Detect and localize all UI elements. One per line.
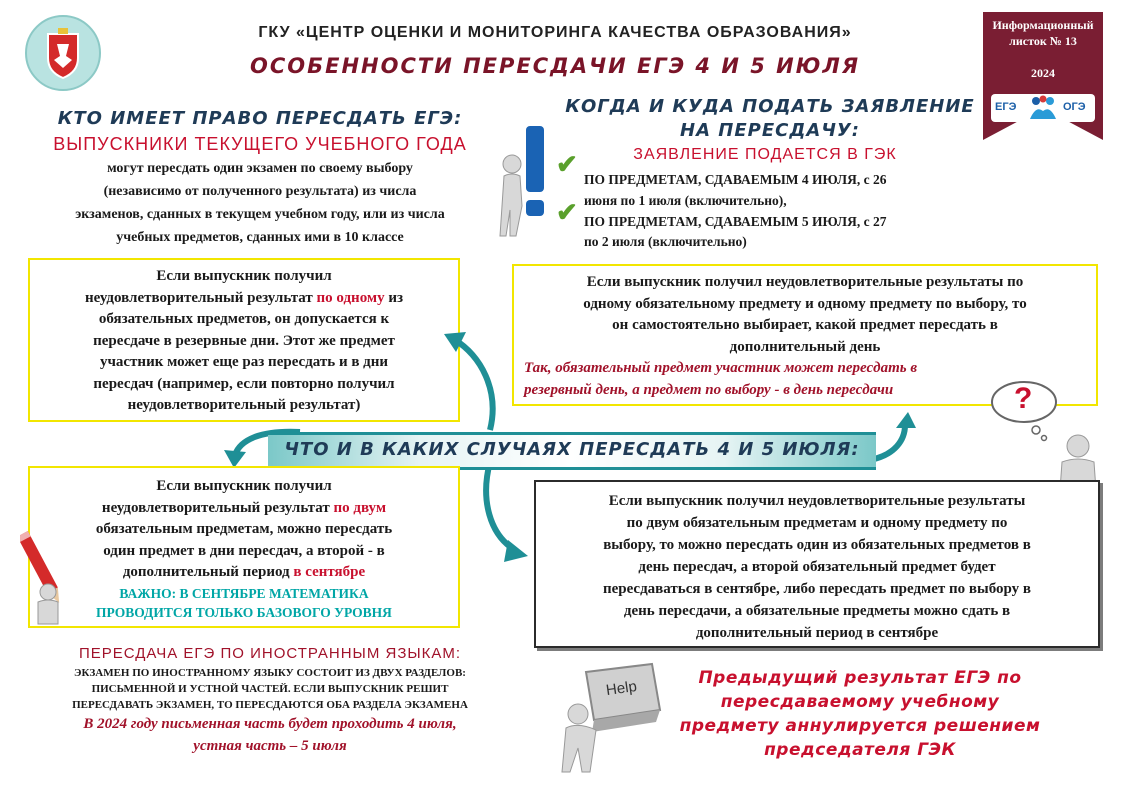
question-mark: ? — [1014, 382, 1033, 415]
box4-line5: пересдаваться в сентябре, либо пересдать предмет по выбору в — [602, 581, 1032, 597]
check-icon-1: ✔ — [556, 150, 578, 179]
box1-line2-c: из — [384, 289, 404, 306]
exclamation-figure-icon — [496, 124, 552, 240]
box1-line2-a: неудовлетворительный результат — [84, 289, 317, 306]
box2-line4: дополнительный день — [729, 338, 881, 355]
org-name: ГКУ «ЦЕНТР ОЦЕНКИ И МОНИТОРИНГА КАЧЕСТВА ОБРАЗОВАНИЯ» — [258, 24, 852, 41]
arrow-to-box1 — [455, 340, 493, 430]
box1-line5: участник может еще раз пересдать и в дни — [99, 354, 389, 370]
box4-line6: день пересдачи, а обязательные предметы можно сдать в — [623, 603, 1011, 619]
check-icon-2: ✔ — [556, 198, 578, 227]
box3-line1: Если выпускник получил — [156, 478, 332, 494]
box1-highlight: по одному — [316, 289, 385, 306]
box2-line2: одному обязательному предмету и одному предмету по выбору, то — [583, 295, 1027, 312]
box3-warning-2: ПРОВОДИТСЯ ТОЛЬКО БАЗОВОГО УРОВНЯ — [96, 604, 392, 620]
box3-line3: обязательным предметам, можно пересдать — [95, 521, 393, 537]
box1-line2 — [30, 288, 458, 310]
foreign-title: ПЕРЕСДАЧА ЕГЭ ПО ИНОСТРАННЫМ ЯЗЫКАМ: — [78, 645, 462, 662]
foreign-line3: ПЕРЕСДАВАТЬ ЭКЗАМЕН, ТО ПЕРЕСДАЮТСЯ ОБА РАЗДЕЛА ЭКЗАМЕНА — [72, 699, 468, 711]
box4-line3: выбору, то можно пересдать один из обязательных предметов в — [603, 537, 1031, 553]
arrow-to-box4 — [486, 462, 515, 550]
people-icon — [1028, 95, 1058, 121]
foreign-line2: ПИСЬМЕННОЙ И УСТНОЙ ЧАСТЕЙ. ЕСЛИ ВЫПУСКНИК РЕШИТ — [91, 683, 449, 695]
box4-line2: по двум обязательным предметам и одному предмету по — [626, 515, 1008, 531]
box3-line4: один предмет в дни пересдач, а второй - в — [103, 542, 385, 559]
crest-logo — [24, 14, 102, 92]
when-item2-line2: по 2 июля (включительно) — [584, 234, 747, 249]
foreign-example-2: устная часть – 5 июля — [193, 738, 347, 754]
box1-line7: неудовлетворительный результат) — [127, 397, 361, 413]
box2-line3: он самостоятельно выбирает, какой предмет пересдать в — [612, 317, 998, 333]
box4-line7: дополнительный период в сентябре — [695, 625, 939, 641]
box-two-mandatory-and-elective — [534, 480, 1100, 648]
logo-ege-text: ЕГЭ — [995, 101, 1017, 113]
box1-line6: пересдач (например, если повторно получил — [93, 375, 395, 392]
annul-line2: пересдаваемому учебному — [720, 692, 1000, 712]
foreign-line1: ЭКЗАМЕН ПО ИНОСТРАННОМУ ЯЗЫКУ СОСТОИТ ИЗ ДВУХ РАЗДЕЛОВ: — [74, 667, 466, 679]
box3-line5-a: дополнительный период — [122, 564, 294, 580]
who-line1: могут пересдать один экзамен по своему выбору — [107, 161, 413, 176]
foreign-example-1: В 2024 году письменная часть будет проходить 4 июля, — [83, 716, 457, 732]
when-title-1: КОГДА И КУДА ПОДАТЬ ЗАЯВЛЕНИЕ — [565, 96, 975, 117]
annul-line3: предмету аннулируется решением — [679, 716, 1041, 736]
box3-warning-1: ВАЖНО: В СЕНТЯБРЕ МАТЕМАТИКА — [119, 585, 369, 601]
who-line3: экзаменов, сданных в текущем учебном году, или из числа — [75, 207, 445, 222]
annul-line4: председателя ГЭК — [764, 740, 956, 760]
box1-line1: Если выпускник получил — [156, 268, 332, 284]
when-item1-line2: июня по 1 июля (включительно), — [584, 193, 787, 208]
help-key-label: Help — [604, 677, 638, 700]
page-title: ОСОБЕННОСТИ ПЕРЕСДАЧИ ЕГЭ 4 И 5 ИЮЛЯ — [250, 54, 860, 78]
badge-line1: Информационный — [992, 18, 1094, 32]
when-subtitle: ЗАЯВЛЕНИЕ ПОДАЕТСЯ В ГЭК — [633, 146, 897, 163]
banner — [268, 432, 876, 470]
box4-line4: день пересдач, а второй обязательный предмет будет — [638, 559, 996, 575]
who-subtitle: ВЫПУСКНИКИ ТЕКУЩЕГО УЧЕБНОГО ГОДА — [53, 134, 467, 154]
who-title: КТО ИМЕЕТ ПРАВО ПЕРЕСДАТЬ ЕГЭ: — [57, 108, 463, 129]
when-item1-line1: ПО ПРЕДМЕТАМ, СДАВАЕМЫМ 4 ИЮЛЯ, с 26 — [584, 172, 887, 187]
box3-line5 — [30, 562, 458, 584]
annul-line1: Предыдущий результат ЕГЭ по — [698, 668, 1022, 688]
pencil-figure-icon — [20, 528, 72, 628]
help-key-figure — [556, 662, 666, 776]
box4-line1: Если выпускник получил неудовлетворительные результаты — [608, 493, 1026, 509]
box1-line3: обязательных предметов, он допускается к — [98, 311, 390, 327]
when-item2-line1: ПО ПРЕДМЕТАМ, СДАВАЕМЫМ 5 ИЮЛЯ, с 27 — [584, 214, 887, 229]
badge-line2: листок № 13 — [1009, 34, 1077, 48]
box3-highlight: по двум — [333, 499, 387, 516]
box3-line2 — [30, 498, 458, 520]
box-one-subject — [28, 258, 460, 422]
banner-text: ЧТО И В КАКИХ СЛУЧАЯХ ПЕРЕСДАТЬ 4 И 5 ИЮЛЯ: — [284, 439, 860, 460]
box2-line1: Если выпускник получил неудовлетворительные результаты по — [586, 274, 1024, 290]
badge-year: 2024 — [1031, 66, 1055, 80]
box2-example-line2: резервный день, а предмет по выбору - в день пересдачи — [524, 381, 894, 398]
when-title-2: НА ПЕРЕСДАЧУ: — [680, 120, 860, 141]
who-line2: (независимо от полученного результата) из числа — [103, 184, 417, 199]
box3-september: в сентябре — [293, 564, 366, 580]
who-line4: учебных предметов, сданных ими в 10 классе — [116, 230, 404, 245]
box3-line2-a: неудовлетворительный результат — [101, 499, 334, 516]
box2-example-line1: Так, обязательный предмет участник может пересдать в — [524, 360, 918, 376]
logo-oge-text: ОГЭ — [1063, 101, 1086, 113]
box-two-subjects — [28, 466, 460, 628]
box1-line4: пересдаче в резервные дни. Этот же предмет — [93, 332, 395, 349]
